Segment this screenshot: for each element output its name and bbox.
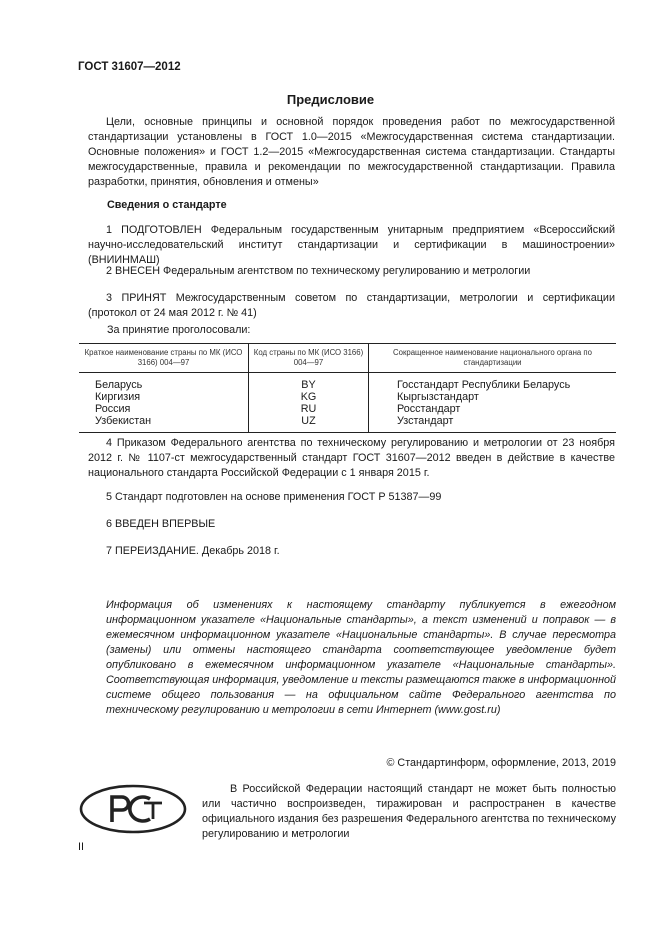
country-code: BY: [249, 373, 369, 392]
table-row: [79, 403, 616, 415]
copyright: © Стандартинформ, оформление, 2013, 2019: [386, 757, 616, 769]
document-code: ГОСТ 31607—2012: [78, 61, 181, 73]
country-name: Беларусь: [95, 379, 143, 391]
intro-paragraph: Цели, основные принципы и основной порядок проведения работ по межгосударственной стандартизации установлены в ГОСТ 1.0—2015 «Межгосударственная система стандартизации. Основные положения» и ГОСТ 1.2—2015 «Межгосударственная система стандартизации. Стандарты межгосударственные, правила и рекомендации по межгосударственной стандартизации. Правила разработки, принятия, обновления и отмены»: [88, 116, 615, 188]
item-3: 3 ПРИНЯТ Межгосударственным советом по стандартизации, метрологии и сертификации (протокол от 24 мая 2012 г. № 41): [88, 292, 615, 319]
country-name: Киргизия: [95, 391, 141, 403]
item-1: 1 ПОДГОТОВЛЕН Федеральным государственным унитарным предприятием «Всероссийский научно-исследовательский институт стандартизации и сертификации в машиностроении» (ВНИИНМАШ): [88, 224, 615, 266]
country-code: UZ: [249, 415, 369, 433]
country-name: Россия: [95, 403, 131, 415]
rf-reproduction-notice: В Российской Федерации настоящий стандарт не может быть полностью или частично воспроизведен, тиражирован и распространен в качестве официального издания без разрешения Федерального агентства по техническому регулированию и метрологии: [202, 783, 616, 840]
page-number: II: [78, 841, 84, 853]
country-name: Узбекистан: [79, 415, 249, 433]
country-code: KG: [249, 391, 369, 403]
standards-body: Узстандарт: [369, 415, 617, 433]
table-row: [79, 415, 616, 433]
col-country-name: Краткое наименование страны по МК (ИСО 3166) 004—97: [79, 344, 249, 373]
amendments-info: Информация об изменениях к настоящему стандарту публикуется в ежегодном информационном указателе «Национальные стандарты», а текст изменений и поправок — в ежемесячном информационном указателе «Национальные стандарты». В случае пересмотра (замены) или отмены настоящего стандарта соответствующее уведомление будет опубликовано в ежемесячном информационном указателе «Национальные стандарты». Соответствующая информация, уведомление и тексты размещаются также в информационной системе общего пользования — на официальном сайте Федерального агентства по техническому регулированию и метрологии в сети Интернет (www.gost.ru): [106, 599, 617, 716]
table-row: [79, 373, 616, 392]
table-row: [79, 391, 616, 403]
standards-body: Росстандарт: [369, 403, 617, 415]
item-5: 5 Стандарт подготовлен на основе применения ГОСТ Р 51387—99: [106, 491, 442, 503]
col-standards-body: Сокращенное наименование национального органа по стандартизации: [369, 344, 617, 373]
item-4: 4 Приказом Федерального агентства по техническому регулированию и метрологии от 23 ноября 2012 г. № 1107-ст межгосударственный стандарт ГОСТ 31607—2012 введен в действие в качестве национального стандарта Российской Федерации с 1 января 2015 г.: [88, 437, 615, 479]
gost-r-certification-mark-icon: [78, 784, 188, 839]
country-code: RU: [249, 403, 369, 415]
section-title: Сведения о стандарте: [107, 199, 227, 211]
item-7: 7 ПЕРЕИЗДАНИЕ. Декабрь 2018 г.: [106, 545, 280, 557]
standards-body: Госстандарт Республики Беларусь: [369, 373, 617, 392]
table-header-row: [79, 344, 616, 373]
page-title: Предисловие: [286, 92, 375, 107]
item-2: 2 ВНЕСЕН Федеральным агентством по техническому регулированию и метрологии: [106, 265, 531, 277]
standards-body: Кыргызстандарт: [369, 391, 617, 403]
col-country-code: Код страны по МК (ИСО 3166) 004—97: [249, 344, 369, 373]
votes-label: За принятие проголосовали:: [107, 324, 251, 336]
item-6: 6 ВВЕДЕН ВПЕРВЫЕ: [106, 518, 216, 530]
countries-table: [79, 343, 616, 433]
